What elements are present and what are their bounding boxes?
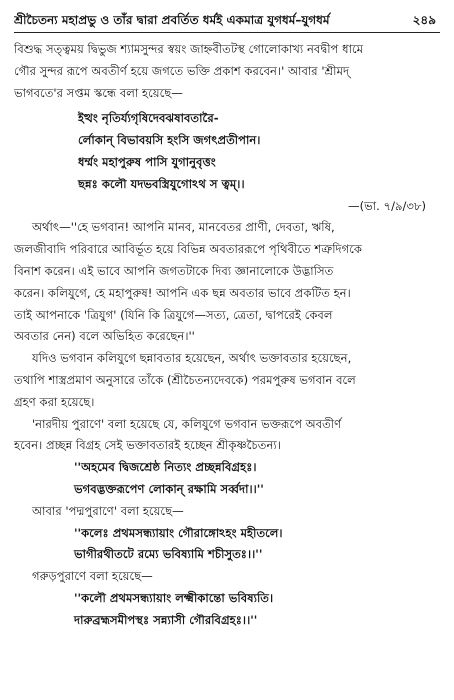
text-line: তথাপি শাস্ত্রপ্রমাণ অনুসারে তাঁকে (শ্রীচৈতন্যদেবকে) পরমপুরুষ ভগবান বলে — [14, 372, 356, 387]
verse-line: ধর্ম্মং মহাপুরুষ পাসি যুগানুবৃত্তং — [78, 154, 216, 169]
naradiya-paragraph — [14, 414, 440, 458]
text-line: হবেন। প্রচ্ছন্ন বিগ্রহ সেই ভক্তাবতারই হচ্ছেন শ্রীকৃষ্ণচৈতন্য। — [14, 438, 281, 453]
page-header — [14, 10, 440, 30]
text-line: জলজীবাদি পরিবারে আবির্ভূত হয়ে বিভিন্ন অবতাররূপে পৃথিবীতে শত্রুদিগকে — [14, 242, 362, 257]
text-line: করেন। কলিযুগে, হে মহাপুরুষ! আপনি এক ছন্ন অবতার ভাবে প্রকটিত হন। — [14, 285, 351, 300]
garuda-verse — [14, 588, 440, 632]
padma-verse — [14, 523, 440, 567]
verse-line: দারুব্রহ্মসমীপস্থঃ সন্ন্যাসী গৌরবিগ্রহঃ।।'' — [74, 612, 258, 627]
verse-line: ছন্নঃ কলৌ যদভবস্ত্রিযুগোঽথ স ত্বম্।। — [78, 176, 245, 191]
naradiya-verse — [14, 457, 440, 501]
text-line: তাই আপনাকে 'ত্রিযুগ' (যিনি কি ত্রিযুগে—সত্য, ত্রেতা, দ্বাপরেই কেবল — [14, 307, 333, 322]
covered-avatar-paragraph — [14, 348, 440, 413]
text-line: বিশুদ্ধ সত্ত্বময় দ্বিভুজ শ্যামসুন্দর স্বয়ং জাহ্নবীতটস্থ গোলোকাখ্য নবদ্বীপ ধামে — [14, 42, 364, 56]
text-line: গ্রহণ করা হয়েছে। — [14, 394, 95, 409]
verse-line: ''কলৌ প্রথমসন্ধ্যায়াং লক্ষ্মীকান্তো ভবিষ্যতি। — [74, 590, 274, 605]
text-line: 'নারদীয় পুরাণে' বলা হয়েছে যে, কলিযুগে ভগবান ভক্তরূপে অবতীর্ণ — [32, 416, 342, 431]
verse-line: ''অহমেব দ্বিজশ্রেষ্ঠ নিত্যং প্রচ্ছন্নবিগ্রহঃ। — [74, 460, 257, 475]
page-number: ২৪৯ — [412, 13, 436, 27]
running-head: শ্রীচৈতন্য মহাপ্রভু ও তাঁর দ্বারা প্রবর্তিত ধর্মই একমাত্র যুগধর্ম–যুগধর্ম — [14, 13, 330, 27]
verse-line: ''কলেঃ প্রথমসন্ধ্যায়াং গৌরাঙ্গোঽহং মহীতলে। — [74, 525, 283, 540]
verse-line: ইত্থং নৃতির্য্যগৃষিদেবঝষাবতারৈ- — [78, 111, 219, 126]
verse-line: র্লোকান্ বিভাবয়সি হংসি জগৎপ্রতীপান। — [78, 133, 261, 148]
bhagavata-verse — [14, 108, 440, 195]
text-line: যদিও ভগবান কলিযুগে ছন্নাবতার হয়েছেন, অর্থাৎ ভক্তাবতার হয়েছেন, — [32, 351, 352, 366]
text-line: অর্থাৎ—''হে ভগবান! আপনি মানব, মানবেতর প্রাণী, দেবতা, ঋষি, — [32, 220, 335, 235]
text-line: বিনাশ করেন। এই ভাবে আপনি জগতটাকে দিব্য জ্ঞানালোকে উদ্ভাসিত — [14, 263, 334, 278]
intro-paragraph — [14, 39, 440, 104]
verse-citation: —(ভা. ৭/৯/৩৮) — [348, 198, 426, 213]
verse-line: ভাগীরথীতটে রম্যে ভবিষ্যামি শচীসুতঃ।।'' — [74, 547, 263, 562]
header-rule — [14, 32, 440, 33]
text-line: আবার 'পদ্মপুরাণে' বলা হয়েছে— — [32, 503, 184, 518]
text-line: ভাগবতে'র সপ্তম স্কন্ধে বলা হয়েছে— — [14, 85, 183, 100]
text-line: গৌর সুন্দর রূপে অবতীর্ণ হয়ে জগতে ভক্তি প্রকাশ করবেন।' আবার 'শ্রীমদ্ — [14, 63, 350, 78]
book-page — [14, 10, 440, 690]
padma-intro — [14, 501, 440, 523]
verse-line: ভগবদ্ভক্তরূপেণ লোকান্ রক্ষামি সর্ব্বদা।।'' — [74, 481, 264, 496]
text-line: অবতার নেন) বলে অভিহিত করেছেন।'' — [14, 329, 195, 344]
text-line: গরুড়পুরাণে বলা হয়েছে— — [32, 569, 153, 584]
garuda-intro — [14, 566, 440, 588]
meaning-paragraph — [14, 217, 440, 348]
